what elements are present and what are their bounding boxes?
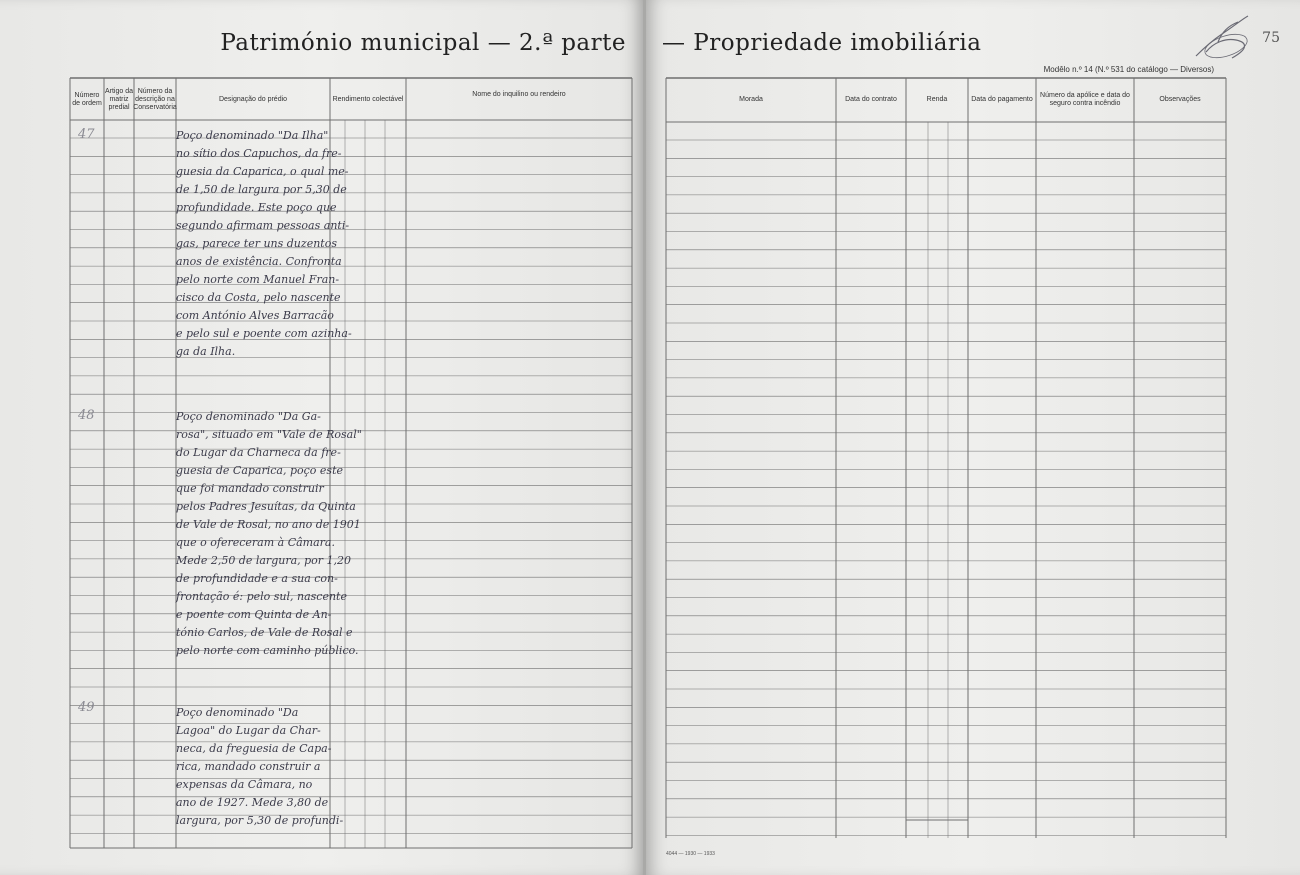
entry-number: 47 [78,127,95,142]
handwritten-line: segundo afirmam pessoas anti- [176,219,350,232]
handwritten-line: largura, por 5,30 de profundi- [176,814,344,827]
handwritten-line: de 1,50 de largura por 5,30 de [176,183,347,196]
handwritten-line: ano de 1927. Mede 3,80 de [176,796,329,809]
col-header-numero-apolice: Número da apólice e data do seguro contra incêndio [1040,92,1130,107]
handwritten-line: guesia da Caparica, o qual me- [176,165,349,178]
handwritten-line: anos de existência. Confronta [176,255,342,268]
handwritten-line: no sítio dos Capuchos, da fre- [176,147,342,160]
handwritten-line: neca, da freguesia de Capa- [176,742,332,755]
handwritten-line: que foi mandado construir [176,482,324,495]
col-header-morada: Morada [739,96,763,103]
col-header-data-pagamento: Data do pagamento [971,96,1033,103]
handwritten-line: e poente com Quinta de An- [176,608,332,621]
handwritten-line: frontação é: pelo sul, nascente [176,590,347,603]
entry-number: 49 [78,700,95,715]
col-header-renda: Renda [926,96,948,103]
model-label: Modêlo n.º 14 (N.º 531 do catálogo — Diversos) [1043,65,1214,74]
handwritten-line: rosa", situado em "Vale de Rosal" [176,428,362,441]
handwritten-line: do Lugar da Charneca da fre- [176,446,341,459]
page-number: 75 [1262,30,1280,46]
left-page-title: Património municipal — 2.ª parte [220,30,626,56]
entry-number: 48 [78,408,95,423]
col-header-rendimento-colectavel: Rendimento colectável [332,96,404,103]
col-header-observacoes: Observações [1159,96,1201,103]
handwritten-line: pelo norte com Manuel Fran- [176,273,340,286]
handwritten-line: com António Alves Barracão [176,309,334,322]
handwritten-line: pelo norte com caminho público. [176,644,359,657]
col-header-data-contrato: Data do contrato [845,96,897,103]
col-header-designacao-predio: Designação do prédio [218,96,288,103]
col-header-numero-descricao: Número da descrição na Conservatória [133,88,177,111]
handwritten-line: tónio Carlos, de Vale de Rosal e [176,626,353,639]
right-ledger-grid [646,0,1300,875]
handwritten-line: de Vale de Rosal, no ano de 1901 [176,518,361,531]
col-header-artigo-matriz: Artigo da matriz predial [104,88,134,111]
handwritten-signature-icon [1192,12,1256,64]
handwritten-line: profundidade. Este poço que [176,201,337,214]
col-header-nome-inquilino: Nome do inquilino ou rendeiro [472,91,566,98]
handwritten-line: Lagoa" do Lugar da Char- [176,724,321,737]
print-footer: 4044 — 1930 — 1933 [666,851,715,857]
handwritten-line: e pelo sul e poente com azinha- [176,327,352,340]
handwritten-line: gas, parece ter uns duzentos [176,237,337,250]
handwritten-line: Poço denominado "Da [176,706,299,719]
handwritten-line: Mede 2,50 de largura, por 1,20 [176,554,352,567]
handwritten-line: ga da Ilha. [176,345,236,358]
handwritten-line: de profundidade e a sua con- [176,572,338,585]
handwritten-line: guesia de Caparica, poço este [176,464,343,477]
right-page-title: — Propriedade imobiliária [662,30,982,56]
handwritten-line: que o ofereceram à Câmara. [176,536,335,549]
handwritten-line: pelos Padres Jesuítas, da Quinta [176,500,356,513]
col-header-numero-ordem: Número de ordem [72,92,102,107]
right-ledger-page [646,0,1300,875]
handwritten-line: expensas da Câmara, no [176,778,313,791]
left-ledger-page [0,0,644,875]
handwritten-line: cisco da Costa, pelo nascente [176,291,341,304]
handwritten-line: Poço denominado "Da Ga- [176,410,321,423]
handwritten-line: Poço denominado "Da Ilha" [176,129,329,142]
handwritten-line: rica, mandado construir a [176,760,321,773]
